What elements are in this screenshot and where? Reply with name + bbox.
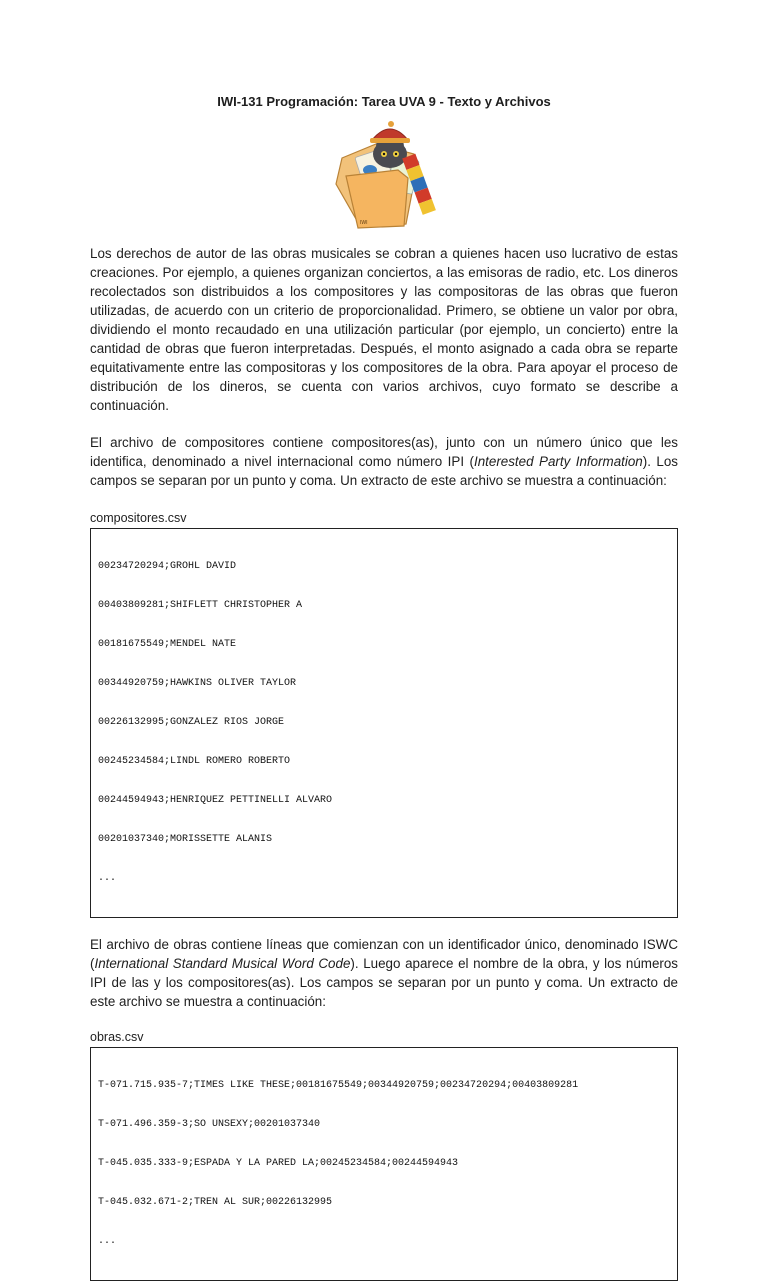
code-line: 00201037340;MORISSETTE ALANIS: [98, 834, 273, 845]
code-line: 00245234584;LINDL ROMERO ROBERTO: [98, 756, 291, 767]
works-description-paragraph: [90, 935, 678, 1011]
code-line: T-071.715.935-7;TIMES LIKE THESE;00181675549;00344920759;00234720294;00403809281: [98, 1080, 579, 1091]
intro-paragraph: Los derechos de autor de las obras musicales se cobran a quienes hacen uso lucrativo de estas creaciones. Por ejemplo, a quienes organizan conciertos, a las emisoras de radio, etc. Los dineros recolectados son distribuidos a los compositores y las compositoras de las obras que fueron utilizadas, de acuerdo con un criterio de proporcionalidad. Primero, se obtiene un valor por obra, dividiendo el monto recaudado en una utilización particular (por ejemplo, un concierto) entre la cantidad de obras que fueron interpretadas. Después, el monto asignado a cada obra se reparte equitativamente entre las compositoras y los compositores de la obra. Para apoyar el proceso de distribución de los dineros, se cuenta con varios archivos, cuyo formato se describe a continuación.: [90, 246, 678, 413]
code-line: 00244594943;HENRIQUEZ PETTINELLI ALVARO: [98, 795, 333, 806]
code-line: T-045.032.671-2;TREN AL SUR;00226132995: [98, 1197, 333, 1208]
code-line: T-071.496.359-3;SO UNSEXY;00201037340: [98, 1119, 321, 1130]
paragraph-text: El archivo de compositores contiene compositores(as), junto con un número único que les identifica, denominado a nivel internacional como número IPI (: [90, 435, 678, 469]
code-line: T-045.035.333-9;ESPADA Y LA PARED LA;00245234584;00244594943: [98, 1158, 459, 1169]
code-line: 00181675549;MENDEL NATE: [98, 639, 237, 650]
code-line: 00226132995;GONZALEZ RIOS JORGE: [98, 717, 285, 728]
code-line: ...: [98, 873, 117, 884]
logo-container: [90, 114, 678, 232]
code-block-works: [90, 1047, 678, 1281]
code-line: 00403809281;SHIFLETT CHRISTOPHER A: [98, 600, 303, 611]
page-title: IWI-131 Programación: Tarea UVA 9 - Texto y Archivos: [217, 94, 551, 109]
mascot-folder-logo: [328, 114, 440, 232]
document-page: [90, 92, 678, 1281]
code-line: 00234720294;GROHL DAVID: [98, 561, 237, 572]
file-label-composers: compositores.csv: [90, 511, 187, 525]
svg-text:IWI: IWI: [360, 220, 368, 226]
code-line: ...: [98, 1236, 117, 1247]
paragraph-text: ). Los campos se separan por un punto y coma. Un extracto de este archivo se muestra a continuación:: [90, 454, 678, 488]
paragraph-text: ). Luego aparece el nombre de la obra, y los números IPI de las y los compositores(as). Los campos se separan por un punto y coma. Un extracto de este archivo se muestra a continuación:: [90, 956, 678, 1009]
paragraph-emphasis: International Standard Musical Word Code: [94, 956, 351, 971]
composers-description-paragraph: [90, 433, 678, 490]
paragraph-emphasis: Interested Party Information: [474, 454, 643, 469]
file-label-works: obras.csv: [90, 1030, 144, 1044]
code-block-composers: [90, 528, 678, 918]
paragraph-text: El archivo de obras contiene líneas que comienzan con un identificador único, denominado ISWC (: [90, 937, 678, 971]
code-line: 00344920759;HAWKINS OLIVER TAYLOR: [98, 678, 297, 689]
